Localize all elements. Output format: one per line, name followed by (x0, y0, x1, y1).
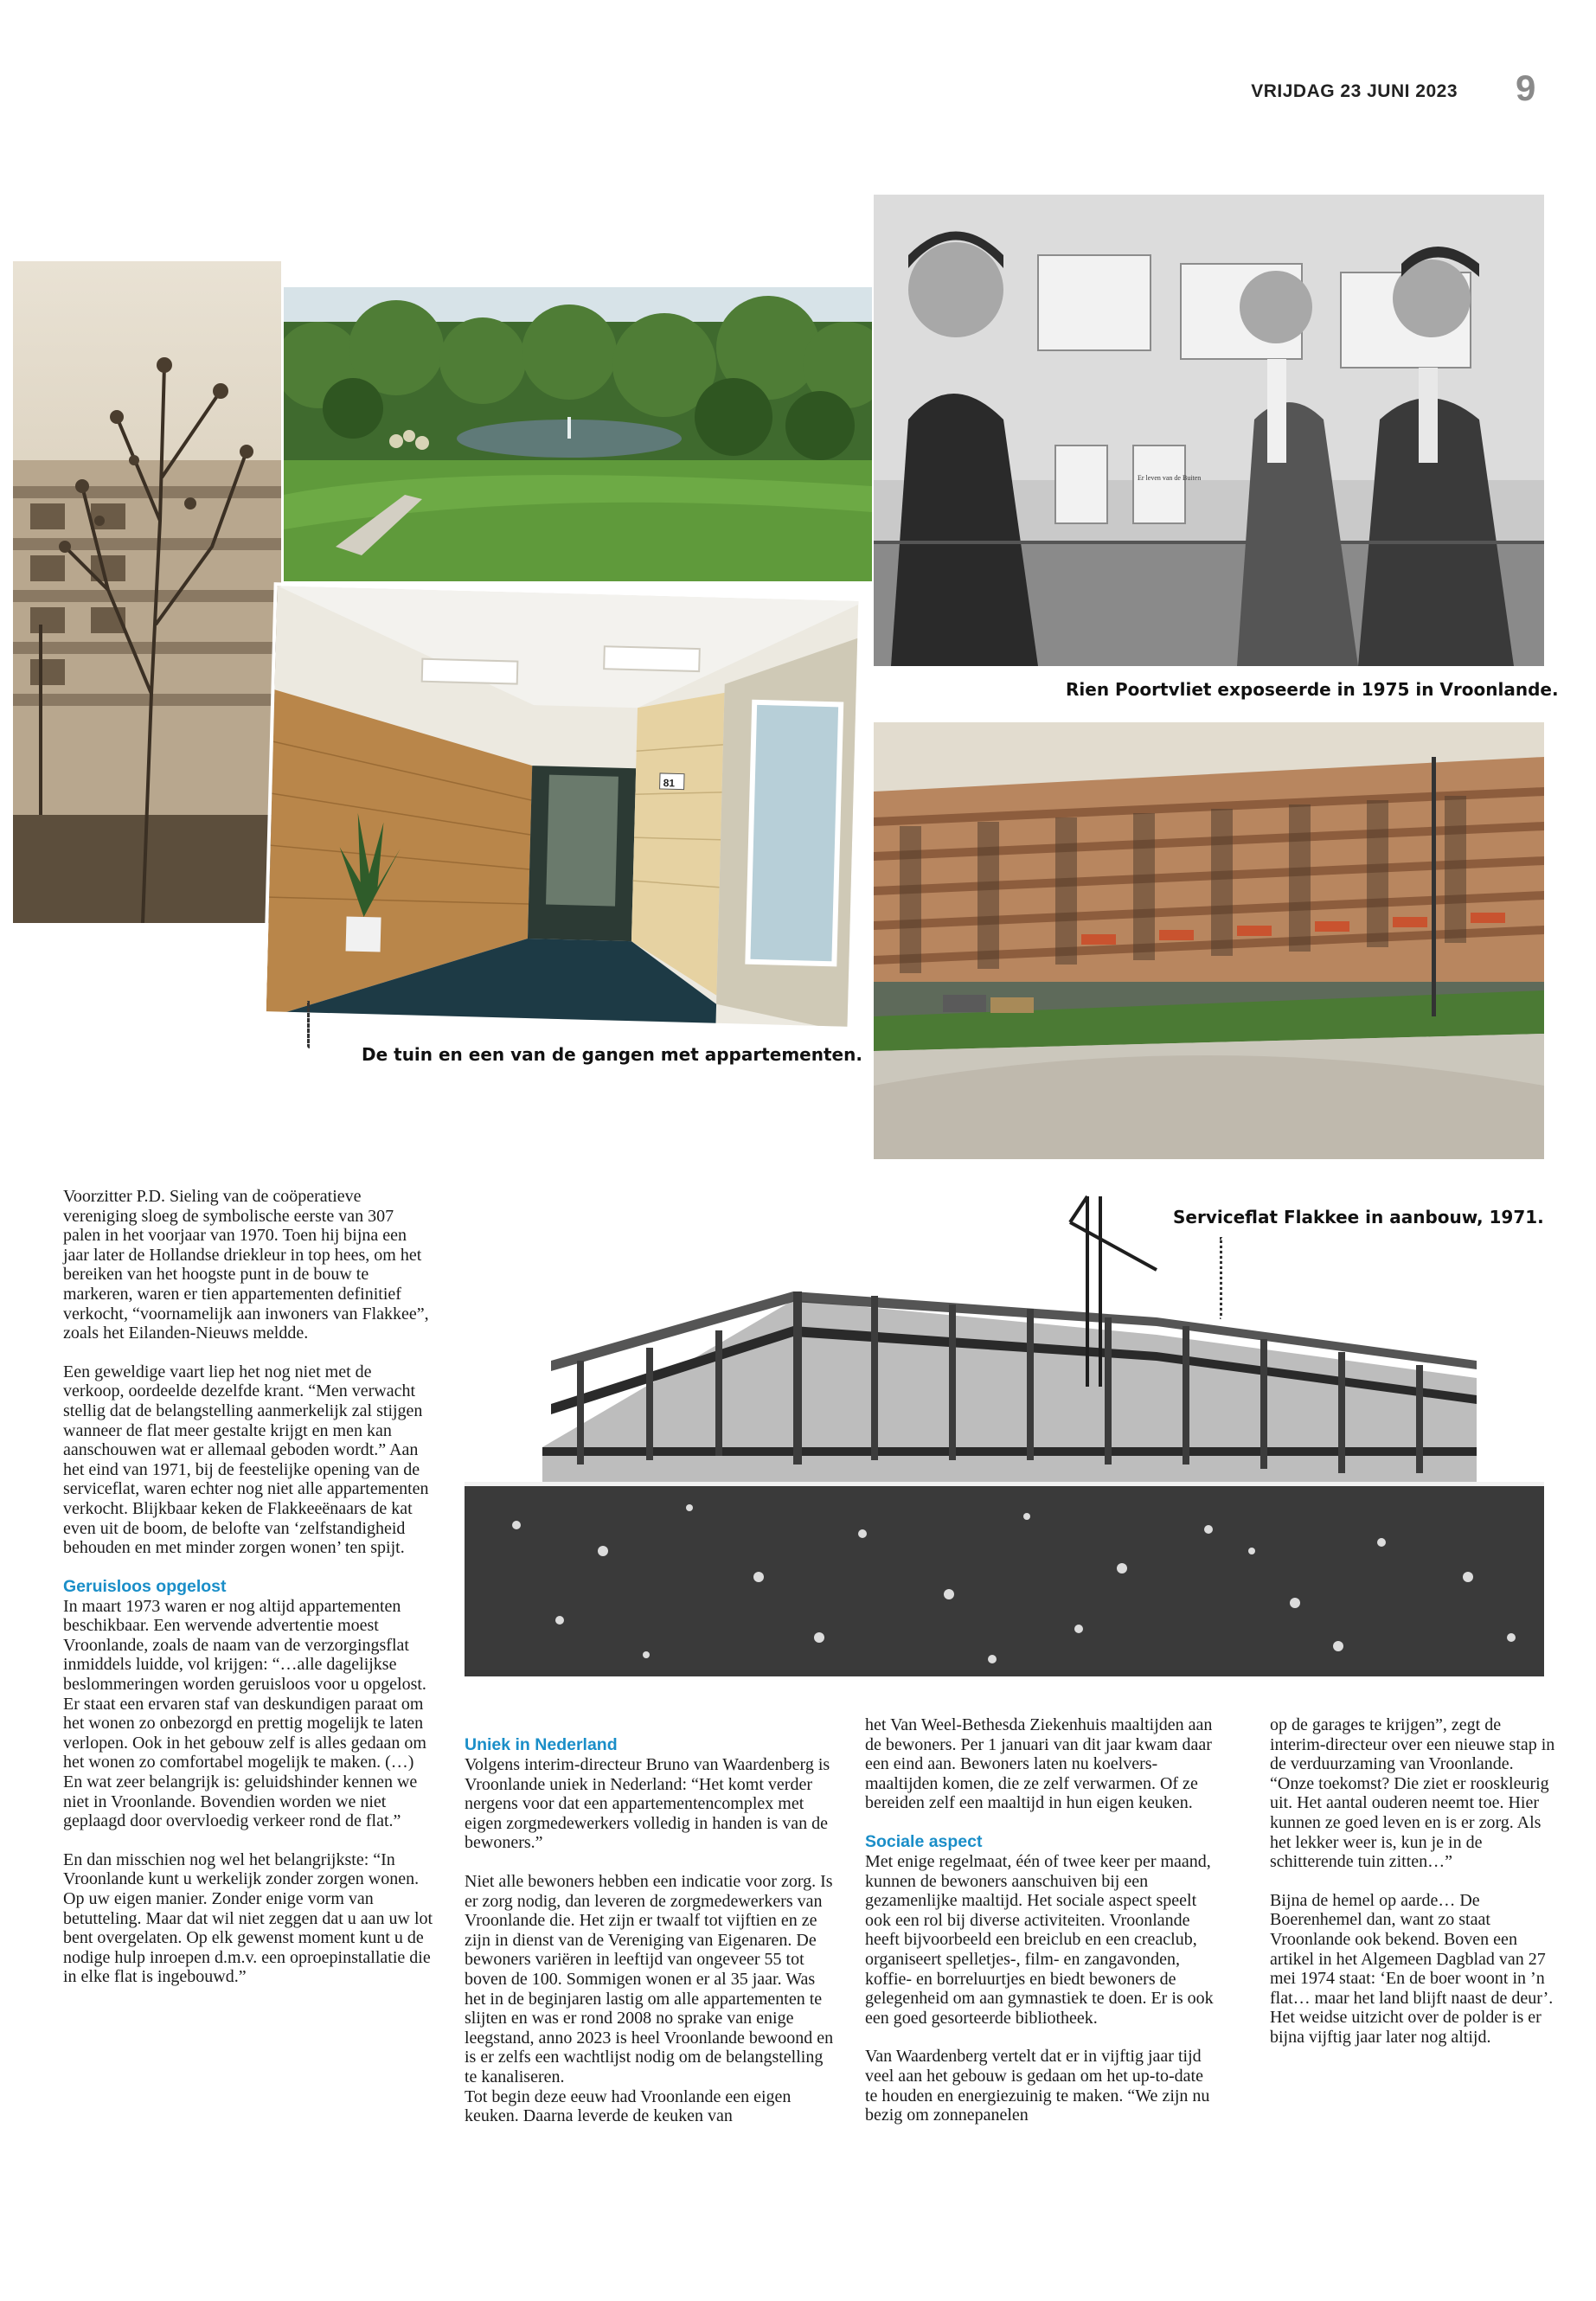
door-number: 81 (663, 777, 676, 790)
rien-poortvliet-photo (874, 195, 1544, 666)
paragraph: Niet alle bewoners hebben een indicatie voor zorg. Is er zorg nodig, dan leveren de zorgmedewerkers van Vroonlande die. Het zijn er twaalf tot vijftien en ze zijn in dienst van de Vereniging van Eigenaren. De bewoners variëren in leeftijd van ongeveer 55 tot boven de 100. Sommigen wonen er al 35 jaar. Was het in de beginjaren lastig om alle appartementen te slijten en was er rond 2008 no sprake van enige leegstand, anno 2023 is heel Vroonlande bewoond en is er zelfs een wachtlijst nodig om de belangstelling te kanaliseren. (465, 1871, 834, 2086)
corridor-illustration (266, 586, 862, 1030)
paragraph: het Van Weel-Bethesda Ziekenhuis maaltijden aan de bewoners. Per 1 januari van dit jaar kwam daar een eind aan. Bewoners laten nu koelvers-maaltijden komen, die ze zelf verwarmen. Of ze bereiden zelf een maaltijd in hun eigen keuken. (865, 1715, 1213, 1813)
garden-illustration (284, 287, 872, 581)
paragraph: In maart 1973 waren er nog altijd appartementen beschikbaar. Een wervende advertentie moest Vroonlande, zoals de naam van de verzorgingsflat inmiddels luidde, vol krijgen: “…alle dagelijkse beslommeringen worden geruisloos voor u opgelost. Er staat een ervaren staf van deskundigen paraat om het wonen zo onbezorgd en prettig mogelijk te laten verlopen. Ook in het gebouw zelf is alles gedaan om het wonen zo comfortabel mogelijk te maken. (…) En wat zeer belangrijk is: geluidshinder kennen we niet in Vroonlande. Bovendien worden we niet geplaagd door overvloedig verkeer rond de flat.” (63, 1596, 426, 1831)
exhibition-illustration (874, 195, 1544, 666)
issue-date: VRIJDAG 23 JUNI 2023 (1251, 81, 1458, 101)
construction-illustration (465, 1188, 1544, 1676)
serviceflat-color-photo (874, 722, 1544, 1159)
article-column-4 (1270, 1715, 1560, 2067)
paragraph: Tot begin deze eeuw had Vroonlande een eigen keuken. Daarna leverde de keuken van (465, 2086, 792, 2126)
sepia-tree-illustration (13, 261, 281, 923)
flat-building-illustration (874, 722, 1544, 1159)
article-column-1 (63, 1187, 435, 2006)
paragraph: Voorzitter P.D. Sieling van de coöperatieve vereniging sloeg de symbolische eerste van 307 palen in het voorjaar van 1970. Toen hij bijna een jaar later de Hollandse driekleur in top hees, om het bereiken van het hoogste punt in de bouw te markeren, waren er tien appartementen definitief verkocht, “voornamelijk aan inwoners van Flakkee”, zoals het Eilanden-Nieuws meldde. (63, 1187, 429, 1343)
paragraph: Volgens interim-directeur Bruno van Waardenberg is Vroonlande uniek in Nederland: “Het komt verder nergens voor dat een appartementencomplex met eigen zorgmedewerkers volledig in handen is van de bewoners.” (465, 1755, 830, 1853)
caption-rien-poortvliet: Rien Poortvliet exposeerde in 1975 in Vroonlande. (1066, 679, 1559, 700)
article-column-3 (865, 1715, 1220, 2144)
paragraph: Een geweldige vaart liep het nog niet met de verkoop, oordeelde dezelfde krant. “Men verwacht stellig dat de belangstelling aanmerkelijk zal stijgen wanneer de flat meer gestalte krijgt en men kan aanschouwen wat er allemaal geboden wordt.” Aan het eind van 1971, bij de feestelijke opening van de serviceflat, waren echter nog niet alle appartementen verkocht. Blijkbaar keken de Flakkeeënaars de kat even uit de boom, de belofte van ‘zelfstandigheid behouden en met minder zorgen wonen’ ten spijt. (63, 1362, 429, 1558)
caption-pointer-construction (1220, 1237, 1222, 1319)
caption-pointer-garden (307, 1001, 310, 1048)
paragraph: Van Waardenberg vertelt dat er in vijftig jaar tijd veel aan het gebouw is gedaan om het up-to-date te houden en energiezuinig te maken. “We zijn nu bezig om zonnepanelen (865, 2047, 1210, 2125)
page-number: 9 (1516, 67, 1536, 108)
caption-construction: Serviceflat Flakkee in aanbouw, 1971. (1170, 1207, 1548, 1227)
paragraph: op de garages te krijgen”, zegt de interim-directeur over een nieuwe stap in de verduurzaming van Vroonlande. “Onze toekomst? Die ziet er rooskleurig uit. Het aantal ouderen neemt toe. Hier kunnen ze goed leven en is er zorg. Als het lekker weer is, kun je in de schitterende tuin zitten…” (1270, 1715, 1555, 1872)
garden-pond-photo (284, 287, 872, 581)
paragraph: En dan misschien nog wel het belangrijkste: “In Vroonlande kunt u werkelijk zonder zorgen wonen. Op uw eigen manier. Zonder enige vorm van betutteling. Maar dat wil niet zeggen dat u aan uw lot bent overgelaten. Op elk gewenst moment kunt u de nodige hulp inroepen d.m.v. een oproepinstallatie die in elke flat is ingebouwd.” (63, 1849, 433, 1987)
construction-photo (465, 1188, 1544, 1676)
book-title: Er leven van de Buiten (1138, 474, 1202, 482)
subheading-uniek: Uniek in Nederland (465, 1735, 618, 1754)
article-column-2 (465, 1735, 836, 2145)
paragraph: Bijna de hemel op aarde… De Boerenhemel dan, want zo staat Vroonlande ook bekend. Boven een artikel in het Algemeen Dagblad van 27 mei 1974 staat: ‘En de boer woont in ’n flat… maar het land blijft naast de deur’. Het weidse uitzicht over de polder is er bijna vijftig jaar later nog altijd. (1270, 1890, 1554, 2047)
caption-garden-corridor: De tuin en een van de gangen met appartementen. (362, 1044, 862, 1065)
corridor-photo (263, 582, 862, 1030)
subheading-geruisloos: Geruisloos opgelost (63, 1576, 227, 1596)
paragraph: Met enige regelmaat, één of twee keer per maand, kunnen de bewoners aanschuiven bij een gezamenlijke maaltijd. Het sociale aspect speelt ook een rol bij diverse activiteiten. Vroonlande heeft bijvoorbeeld een breiclub en een creaclub, organiseert spelletjes-, film- en zangavonden, koffie- en borreluurtjes en biedt bewoners de gelegenheid om aan gymnastiek te doen. Er is ook een goed gesorteerde bibliotheek. (865, 1851, 1214, 2028)
sepia-tree-photo (13, 261, 281, 923)
subheading-sociale-aspect: Sociale aspect (865, 1831, 983, 1851)
